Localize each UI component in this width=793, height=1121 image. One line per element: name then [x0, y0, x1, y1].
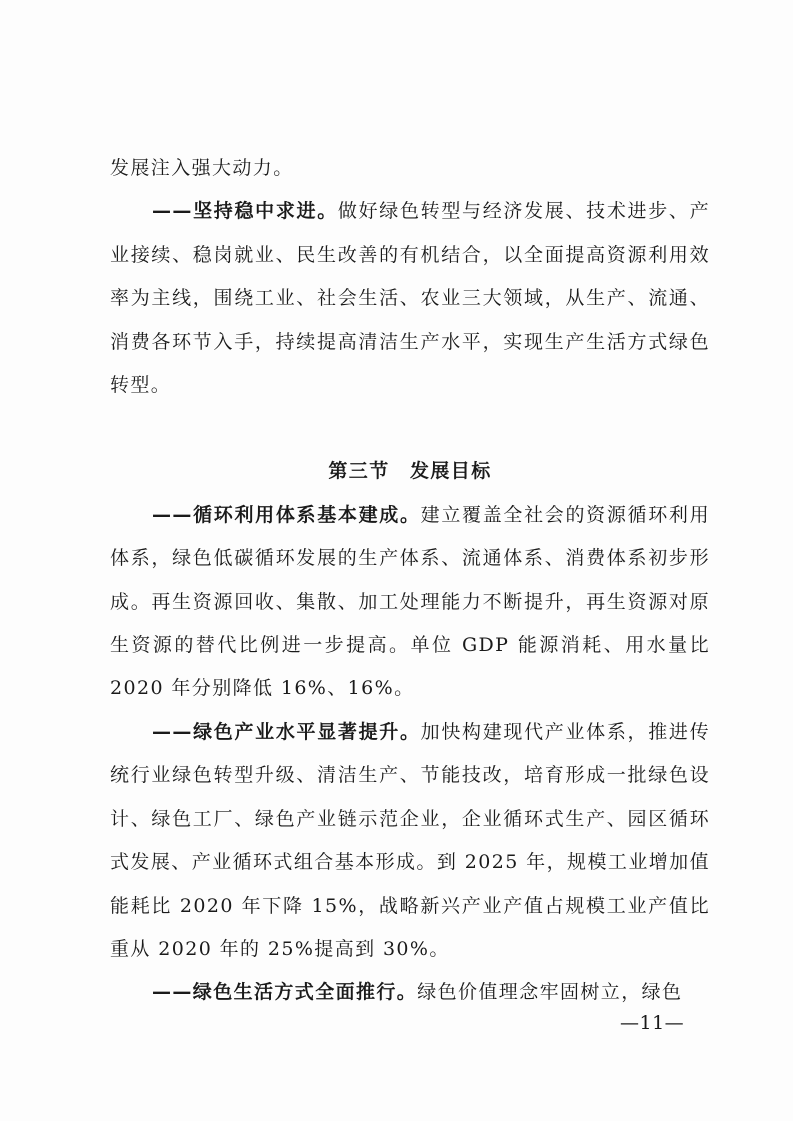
goal-lead: ——绿色产业水平显著提升。 [152, 720, 421, 743]
paragraph-text: 发展注入强大动力。 [110, 157, 294, 179]
goal-text: 绿色价值理念牢固树立，绿色 [417, 981, 683, 1004]
page-number: —11— [620, 1012, 685, 1034]
paragraph-text: 做好绿色转型与经济发展、技术进步、产业接续、稳岗就业、民生改善的有机结合，以全面提高资源利用效率为主线，围绕工业、社会生活、农业三大领域，从生产、流通、消费各环节入手，持续提高清洁生产水平，实现生产生活方式绿色转型。 [110, 200, 710, 397]
goal-text: 建立覆盖全社会的资源循环利用体系，绿色低碳循环发展的生产体系、流通体系、消费体系初步形成。再生资源回收、集散、加工处理能力不断提升，再生资源对原生资源的替代比例进一步提高。单位 GDP 能源消耗、用水量比 2020 年分别降低 16%、16%。 [110, 503, 710, 700]
paragraph-steady-progress [110, 190, 710, 407]
goal-green-lifestyle [110, 971, 710, 1014]
goal-text: 加快构建现代产业体系，推进传统行业绿色转型升级、清洁生产、节能技改，培育形成一批绿色设计、绿色工厂、绿色产业链示范企业，企业循环式生产、园区循环式发展、产业循环式组合基本形成。到 2025 年，规模工业增加值能耗比 2020 年下降 15%，战略新兴产业产值占规模工业产值比重从 2020 年的 25%提高到 30%。 [110, 720, 710, 960]
section-heading: 第三节 发展目标 [328, 460, 492, 483]
goal-recycling-system [110, 494, 710, 711]
goal-green-industry [110, 711, 710, 971]
goal-lead: ——循环利用体系基本建成。 [152, 503, 421, 526]
page-body [110, 147, 710, 1015]
goal-lead: ——绿色生活方式全面推行。 [152, 981, 418, 1004]
paragraph-continuation [110, 147, 710, 190]
principle-lead: ——坚持稳中求进。 [152, 200, 338, 223]
